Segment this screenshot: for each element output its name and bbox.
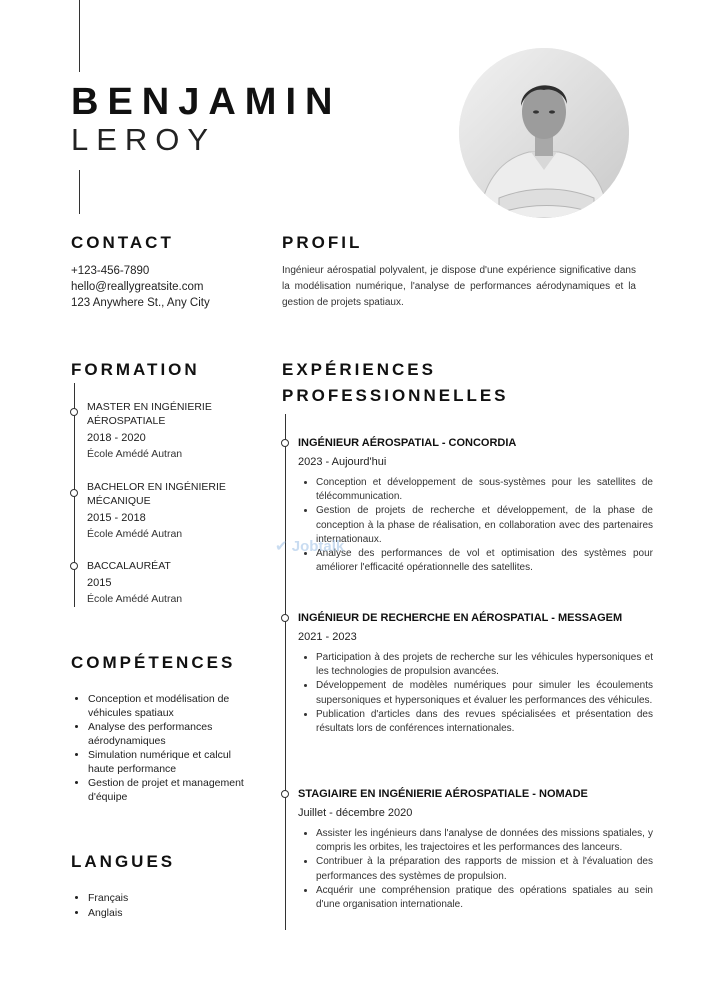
watermark-text: Jobtalk [291, 538, 345, 555]
job-duty: • Acquérir une compréhension pratique des opérations spatiales au sein d'une organisation internationale. [316, 884, 653, 912]
job-duty: • Contribuer à la préparation des rapports de mission et à l'évaluation des performances des systèmes de propulsion. [316, 855, 653, 883]
timeline-dot [281, 614, 289, 622]
skill-item: • Gestion de projet et management d'équipe [88, 776, 248, 804]
timeline-dot [70, 562, 78, 570]
education-years: 2015 - 2018 [87, 512, 146, 524]
contact-address: 123 Anywhere St., Any City [71, 297, 210, 309]
education-years: 2015 [87, 577, 112, 589]
timeline-dot [70, 489, 78, 497]
job-duty: • Gestion de projets de recherche et développement, de la phase de conception à la phase de réalisation, en collaboration avec des partenaires internationaux. [316, 504, 653, 547]
job-duties [299, 476, 653, 575]
header-divider-bottom [79, 170, 80, 214]
education-title: BACCALAURÉAT [87, 560, 171, 572]
job-duty: • Assister les ingénieurs dans l'analyse de données des missions spatiales, y compris les orbites, les trajectoires et les performances des lanceurs. [316, 827, 653, 855]
skill-item: • Simulation numérique et calcul haute performance [88, 748, 248, 776]
contact-email: hello@reallygreatsite.com [71, 281, 204, 293]
profile-heading: PROFIL [282, 233, 363, 252]
header-divider-top [79, 0, 80, 72]
education-item [87, 400, 227, 462]
timeline-dot [281, 439, 289, 447]
education-heading: FORMATION [71, 360, 200, 379]
last-name: LEROY [71, 122, 217, 157]
job-title: STAGIAIRE EN INGÉNIERIE AÉROSPATIALE - NOMADE [298, 788, 588, 800]
skill-item: • Analyse des performances aérodynamiques [88, 720, 248, 748]
experience-timeline [285, 414, 286, 930]
job-date: Juillet - décembre 2020 [298, 807, 413, 819]
timeline-dot [70, 408, 78, 416]
job-duty: • Conception et développement de sous-systèmes pour les satellites de télécommunication. [316, 476, 653, 504]
timeline-dot [281, 790, 289, 798]
languages-list [71, 891, 238, 921]
job-duty: • Publication d'articles dans des revues spécialisées et présentation des résultats lors de conférences internationales. [316, 708, 653, 736]
education-title: BACHELOR EN INGÉNIERIE MÉCANIQUE [87, 481, 226, 507]
profile-photo [459, 48, 629, 218]
job-title: INGÉNIEUR AÉROSPATIAL - CONCORDIA [298, 437, 517, 449]
job-duty: • Analyse des performances de vol et optimisation des systèmes pour améliorer l'efficacité opérationnelle des satellites. [316, 547, 653, 575]
job-duty: • Participation à des projets de recherche sur les véhicules hypersoniques et les technologies de propulsion avancées. [316, 651, 653, 679]
languages-heading: LANGUES [71, 852, 176, 871]
person-portrait-icon [459, 48, 629, 218]
job-duties [299, 827, 653, 912]
education-years: 2018 - 2020 [87, 432, 146, 444]
skills-list [71, 692, 248, 804]
first-name: BENJAMIN [71, 81, 342, 123]
education-school: École Amédé Autran [87, 528, 183, 540]
job-date: 2023 - Aujourd'hui [298, 456, 387, 468]
job-title: INGÉNIEUR DE RECHERCHE EN AÉROSPATIAL - MESSAGEM [298, 612, 623, 624]
contact-heading: CONTACT [71, 233, 174, 252]
job-duty: • Développement de modèles numériques pour simuler les écoulements supersoniques et hypersoniques et évaluer les performances des véhicules. [316, 679, 653, 707]
contact-phone: +123-456-7890 [71, 265, 150, 277]
skills-heading: COMPÉTENCES [71, 653, 236, 672]
experience-heading: EXPÉRIENCES PROFESSIONNELLES [282, 360, 509, 405]
profile-text: Ingénieur aérospatial polyvalent, je dispose d'une expérience significative dans la modélisation numérique, l'analyse de performances aérodynamiques et la gestion de projets spatiaux. [282, 265, 636, 308]
language-item: • Anglais [88, 906, 238, 921]
job-date: 2021 - 2023 [298, 631, 357, 643]
education-title: MASTER EN INGÉNIERIE AÉROSPATIALE [87, 401, 212, 427]
education-school: École Amédé Autran [87, 593, 183, 605]
education-item [87, 480, 232, 542]
education-school: École Amédé Autran [87, 448, 183, 460]
checkmark-icon: ✔ [275, 538, 288, 555]
education-item [87, 559, 227, 607]
language-item: • Français [88, 891, 238, 906]
skill-item: • Conception et modélisation de véhicules spatiaux [88, 692, 248, 720]
watermark-logo [275, 537, 344, 555]
job-duties [299, 651, 653, 736]
